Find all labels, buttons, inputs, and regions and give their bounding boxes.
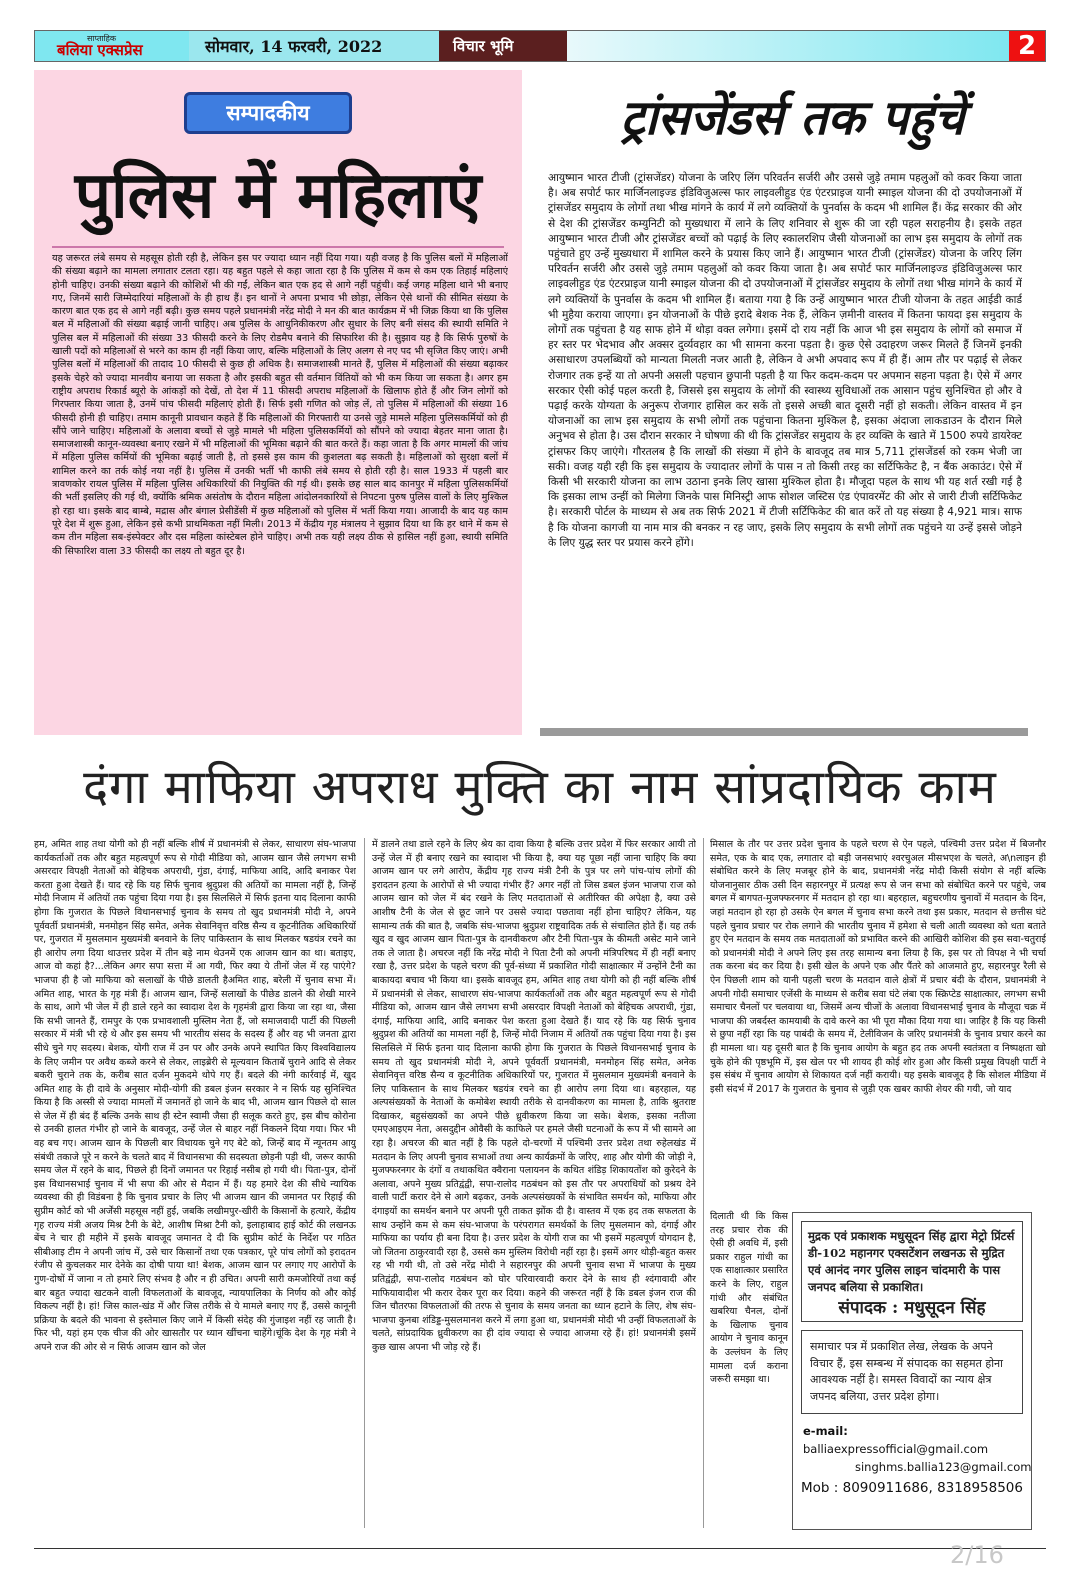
section-divider	[540, 728, 1028, 736]
editorial-badge: सम्पादकीय	[184, 92, 352, 134]
editor-name: संपादक : मधुसूदन सिंह	[838, 1298, 986, 1318]
page-number: 2	[1009, 31, 1045, 61]
imprint-box	[792, 1212, 1032, 1530]
article-column-2: में डालने तथा डाले रहने के लिए श्रेय का दावा किया है बल्कि उत्तर प्रदेश में फिर सरकार आयी तो उन्हें जेल में ही बनाए रखने का स्वादाश भी किया है, क्या यह पूछा नहीं जाना चाहिए कि क्या आजम खान पर लगे आरोप, केंद्रीय गृह राज्य मंत्री टैनी के पुत्र पर लगे पांच-पांच लोगों की इरादतन हत्या के आरोपों से भी ज्यादा गंभीर हैं? अगर नहीं तो जिस डबल इंजन भाजपा राज को आजम खान को जेल में बंद रखने के लिए मतदाताओं से अतीरिक्त की अपेक्षा है, क्या उसे आशीष टैनी के जेल से छूट जाने पर उससे ज्यादा पछतावा नहीं होना चाहिए? लेकिन, यह सामान्य तर्क की बात है, जबकि संघ-भाजपा श्रुदुप्रश राष्ट्रवादिक तर्क से संचालित होते हैं। यह तर्क खुद व खुद आजम खान पिता-पुत्र के दानवीकरण और टैनी पिता-पुत्र के कीमती असेट माने जाने तक ले जाता है। अचरज नहीं कि नरेंद्र मोदी ने पिता टैनी को अपनी मंत्रिपरिषद में ही नहीं बनाए रखा है, उत्तर प्रदेश के पहले चरण की पूर्व-संध्या में प्रकाशित गोदी साक्षात्कार में उन्होंने टैनी का बाकायदा बचाव भी किया था। इसके बावजूद हम, अमित शाह तथा योगी को ही नहीं बल्कि शीर्ष में प्रधानमंत्री से लेकर, साधारण संघ-भाजपा कार्यकर्ताओं तक और बहुत महत्वपूर्ण रूप से गोदी मीडिया को, आजम खान जैसे लगभग सभी असरदार विपक्षी नेताओं को बेहिचक अपराधी, गुंडा, दंगाई, माफिया आदि, आदि बनाकर पेश करता हुआ देखते हैं। याद रहे कि यह सिर्फ चुनाव श्रुदुप्रश की अतियों का मामला नहीं है, जिन्हें मोदी निजाम में अतियों तक पहुंचा दिया गया है। इस सिलसिले में सिर्फ इतना याद दिलाना काफी होगा कि गुजरात के पिछले विधानसभाई चुनाव के समय तो खुद प्रधानमंत्री मोदी ने, अपने पूर्ववर्ती प्रधानमंत्री, मनमोहन सिंह समेत, अनेक सेवानिवृत्त वरिष्ठ सैन्य व कूटनीतिक अधिकारियों पर, गुजरात में मुसलमान मुख्यमंत्री बनवाने के लिए पाकिस्तान के साथ मिलकर षडयंत्र रचने का ही आरोप लगा दिया था। बहरहाल, यह अल्पसंख्यकों के नेताओं के कमोबेश स्थायी तरीके से दानवीकरण का मामला है, ताकि श्रुतराष्ट दिखाकर, बहुसंख्यकों का अपने पीछे ध्रुवीकरण किया जा सके। बेशक, इसका नतीजा एमएआइएम नेता, असदुद्दीन ओवैसी के काफिले पर हमले जैसी घटनाओं के रूप में भी सामने आ रहा है। अचरज की बात नहीं है कि पहले दो-चरणों में पश्चिमी उत्तर प्रदेश तथा रुहेलखंड में मतदान के लिए अपनी चुनाव सभाओं तथा अन्य कार्यक्रमों के जरिए, शाह और योगी की जोड़ी ने, मुजफ्फरनगर के दंगों व तथाकथित क्वैराना पलायनन के कथित शंडिड़ शिकायतोंश को कुरेदने के अलावा, अपने मुख्य प्रतिद्वंद्वी, सपा-रालोद गठबंधन को इस तौर पर अपराधियों को प्रश्रय देने वाली पार्टी करार देने से आगे बढ़कर, उनके अल्पसंख्यकों के संभावित समर्थन को, माफिया और दंगाइयों का समर्थन बनाने पर अपनी पूरी ताकत झोंक दी है। वास्तव में एक हद तक सफलता के साथ उन्होंने कम से कम संघ-भाजपा के परंपरागत समर्थकों के लिए मुसलमान को, दंगाई और माफिया का पर्याय ही बना दिया है। उत्तर प्रदेश के योगी राज का भी इसमें महत्वपूर्ण योगदान है, जो जितना ठाकुरवादी रहा है, उससे कम मुस्लिम विरोधी नहीं रहा है। इसमें अगर थोड़ी-बहुत कसर रह भी गयी थी, तो उसे नरेंद्र मोदी ने सहारनपुर की अपनी चुनाव सभा में भाजपा के मुख्य प्रतिद्वंद्वी, सपा-रालोद गठबंधन को घोर परिवारवादी करार देने के साथ ही श्दंगावादी और माफियावादीश भी करार देकर पूरा कर दिया। कहने की जरूरत नहीं है कि डबल इंजन राज की जिन चौतरफा विफलताओं की तरफ से चुनाव के समय जनता का ध्यान हटाने के लिए, शेष संघ-भाजपा कुनबा शंडिड्ड-मुसलमानश करने में लगा हुआ था, प्रधानमंत्री मोदी भी उन्हीं विफलताओं के चलते, सांप्रदायिक ध्रुवीकरण का ही दांव ज्यादा से ज्यादा आजमा रहे हैं। हां! प्रधानमंत्री इसमें कुछ खास अपना भी जोड़ रहे हैं।	[372, 839, 696, 1353]
article-column-1: हम, अमित शाह तथा योगी को ही नहीं बल्कि शीर्ष में प्रधानमंत्री से लेकर, साधारण संघ-भाजपा कार्यकर्ताओं तक और बहुत महत्वपूर्ण रूप से गोदी मीडिया को, आजम खान जैसे लगभग सभी असरदार विपक्षी नेताओं को बेहिचक अपराधी, गुंडा, दंगाई, माफिया आदि, आदि बनाकर पेश करता हुआ देखते हैं। याद रहे कि यह सिर्फ चुनाव श्रुदुप्रश की अतियों का मामला नहीं है, जिन्हें मोदी निजाम में अतियों तक पहुंचा दिया गया है। इस सिलसिले में सिर्फ इतना याद दिलाना काफी होगा कि गुजरात के पिछले विधानसभाई चुनाव के समय तो खुद प्रधानमंत्री मोदी ने, अपने पूर्ववर्ती प्रधानमंत्री, मनमोहन सिंह समेत, अनेक सेवानिवृत्त वरिष्ठ सैन्य व कूटनीतिक अधिकारियों पर, गुजरात में मुसलमान मुख्यमंत्री बनवाने के लिए पाकिस्तान के साथ मिलकर षडयंत्र रचने का ही आरोप लगा दिया थाउत्तर प्रदेश में तीन बड़े नाम थेउनमें एक आजम खान का था। बताइए, आज वो कहां है?...लेकिन अगर सपा सत्ता में आ गयी, फिर क्या ये तीनों जेल में रह पाएंगे? भाजपा ही है जो माफिया को सलाखों के पीछे डालती हैअमित शाह, बरेली में चुनाव सभा में। अमित शाह, भारत के गृह मंत्री हैं। आजम खान, जिन्हें सलाखों के पीछेड डालने की शेखी मारने के साथ, आगे भी जेल में ही डाले रहने का स्वादाश देश के गृहमंत्री द्वारा किया जा रहा था, जैसा कि सभी जानते हैं, रामपुर के एक प्रभावशाली मुस्लिम नेता हैं, जो समाजवादी पार्टी की पिछली सरकार में मंत्री भी रहे थे और इस समय भी भारतीय संसद के सदस्य हैं और वह भी जनता द्वारा सीधे चुने गए सदस्य। बेशक, योगी राज में उन पर और उनके अपने स्थापित किए विश्वविद्यालय के लिए जमीन पर अवैध कब्जे करने से लेकर, लाइब्रेरी से मूल्यवान किताबें चुराने आदि से लेकर बकरी चुराने तक के, करीब सात दर्जन मुकदमे थोपे गए हैं। बदले की नंगी कार्रवाई में, खुद अमित शाह के ही दावे के अनुसार मोदी-योगी की डबल इंजन सरकार ने न सिर्फ यह सुनिश्चित किया है कि अस्सी से ज्यादा मामलों में जमानतें हो जाने के बाद भी, आजम खान पिछले दो साल से जेल में ही बंद हैं बल्कि उनके साथ ही स्टेन स्वामी जैसा ही सलूक करते हुए, इस बीच कोरोना से उनकी हालत गंभीर हो जाने के बावजूद, उन्हें जेल से बाहर नहीं निकलने दिया गया। फिर भी वह बच गए। आजम खान के पिछली बार विधायक चुने गए बेटे को, जिन्हें बाद में न्यूनतम आयु संबंधी तकाजे पूरे न करने के चलते बाद में विधानसभा की सदस्यता छोड़नी पड़ी थी, जरूर काफी समय जेल में रहने के बाद, पिछले ही दिनों जमानत पर रिहाई नसीब हो गयी थी। पिता-पुत्र, दोनों इस विधानसभाई चुनाव में भी सपा की ओर से मैदान में हैं। यह हमारे देश की सीधे न्यायिक व्यवस्था की ही विडंबना है कि चुनाव प्रचार के लिए भी आजम खान की जमानत पर रिहाई की सुप्रीम कोर्ट को भी अर्जेंसी महसूस नहीं हुई, जबकि लखीमपुर-खीरी के किसानों के हत्यारे, केंद्रीय गृह राज्य मंत्री अजय मिश्र टैनी के बेटे, आशीष मिश्रा टैनी को, इलाहाबाद हाई कोर्ट की लखनऊ बेंच ने चार ही महीने में इसके बावजूद जमानत दे दी कि सुप्रीम कोर्ट के निर्देश पर गठित सीबीआइ टीम ने अपनी जांच में, उसे चार किसानों तथा एक पत्रकार, पूरे पांच लोगों को इरादतन रंजीप से कुचलकर मार देनेके का दोषी पाया था! बेशक, आजम खान पर लगाए गए आरोपों के गुण-दोषों में जाना न तो हमारे लिए संभव है और न ही उचित। अपनी सारी कमजोरियों तथा कई बार बहुत ज्यादा खटकने वाली विफलताओं के बावजूद, न्यायपालिका के निर्णय को और कोई विकल्प नहीं है। हां! जिस काल-खंड में और जिस तरीके से ये मामले बनाए गए हैं, उससे कानूनी प्रक्रिया के बदले की भावना से इस्तेमाल किए जाने में किसी संदेह की गुंजाइश नहीं रह जाती है। फिर भी, यहां हम एक चीज की ओर खासतौर पर ध्यान खींचना चाहेंगे।चूंकि देश के गृह मंत्री ने अपने राज की ओर से न सिर्फ आजम खान को जेल	[34, 839, 356, 1353]
article-headline: दंगा माफिया अपराध मुक्ति का नाम सांप्रदायिक काम	[83, 760, 997, 815]
editorial-title: पुलिस में महिलाएं	[74, 158, 482, 233]
page-header	[34, 30, 1046, 62]
logo-name: बलिया एक्सप्रेस	[57, 40, 143, 59]
article-column-3-continued: दिलाती थी कि किस तरह प्रचार रोक की ऐसी ही अवधि में, इसी प्रकार राहुल गांधी का एक साक्षात्कार प्रसारित करने के लिए, राहुल गांधी और संबंधित खबरिया चैनल, दोनों के खिलाफ चुनाव आयोग ने चुनाव कानून के उल्लंघन के लिए मामला दर्ज कराना जरूरी समझा था।	[710, 1211, 788, 1386]
editorial-body: यह जरूरत लंबे समय से महसूस होती रही है, लेकिन इस पर ज्यादा ध्यान नहीं दिया गया। यही वजह है कि पुलिस बलों में महिलाओं की संख्या बढ़ाने का मामला लगातार टलता रहा। यह बहुत पहले से कहा जाता रहा है कि पुलिस में कम से कम एक तिहाई महिलाएं होनी चाहिए। उनकी संख्या बढ़ाने की कोशिशें भी की गईं, लेकिन बात एक हद से आगे नहीं पहुंची। कई जगह महिला थाने भी बनाए गए, जिनमें सारी जिम्मेदारियां महिलाओं के ही हाथ हैं। इन थानों ने अपना प्रभाव भी छोड़ा, लेकिन ऐसे थानों की सीमित संख्या के कारण बात एक हद से आगे नहीं बढ़ी। कुछ समय पहले प्रधानमंत्री नरेंद्र मोदी ने मन की बात कार्यक्रम में भी जिक्र किया था कि पुलिस बल में महिलाओं की संख्या बढ़ाई जानी चाहिए। अब पुलिस के आधुनिकीकरण और सुधार के लिए बनी संसद की स्थायी समिति ने पुलिस बल में महिलाओं की संख्या 33 फीसदी करने के लिए रोडमैप बनाने की सिफारिश की है। सुझाव यह है कि सिर्फ पुरुषों के खाली पदों को महिलाओं से भरने का काम ही नहीं किया जाए, बल्कि महिलाओं के लिए अलग से नए पद भी सृजित किए जाएं। अभी पुलिस बलों में महिलाओं की तादाद 10 फीसदी से कुछ ही अधिक है। समाजशास्त्री मानते हैं, पुलिस में महिलाओं की संख्या बढ़ाकर इसके चेहरे को ज्यादा मानवीय बनाया जा सकता है और इसकी बहुत सी वर्तमान विंतियों को भी कम किया जा सकता है। अगर हम राष्ट्रीय अपराध रिकार्ड ब्यूरो के आंकड़ों को देखें, तो देश में 11 फीसदी अपराध महिलाओं के खिलाफ होते हैं और जिन लोगों को गिरफ्तार किया जाता है, उनमें पांच फीसदी महिलाएं होती हैं। सिर्फ इसी गणित को जोड़ लें, तो पुलिस में महिलाओं की संख्या 16 फीसदी होनी ही चाहिए। तमाम कानूनी प्रावधान कहते हैं कि महिलाओं की गिरफ्तारी या उनसे जुड़े मामले महिला पुलिसकर्मियों को ही सौंपे जाने चाहिए। महिलाओं के अलावा बच्चों से जुड़े मामले भी महिला पुलिसकर्मियों को सौंपने को ज्यादा बेहतर माना जाता है। समाजशास्त्री कानून-व्यवस्था बनाए रखने में भी महिलाओं की भूमिका बढ़ाने की बात करते हैं। कहा जाता है कि अगर मामलों की जांच में महिला पुलिस कर्मियों की भूमिका बढ़ाई जाती है, तो इससे इस काम की कुशलता बढ़ सकती है। महिलाओं को सुरक्षा बलों में शामिल करने का तर्क कोई नया नहीं है। पुलिस में उनकी भर्ती भी काफी लंबे समय से होती रही है। साल 1933 में पहली बार त्रावणकोर रायल पुलिस में महिला पुलिस अधिकारियों की नियुक्ति की गई थी। इसके छह साल बाद कानपुर में महिला पुलिसकर्मियों की भर्ती इसलिए की गई थी, क्योंकि श्रमिक असंतोष के दौरान महिला आंदोलनकारियों से निपटना पुरुष पुलिस वालों के लिए मुश्किल हो रहा था। इसके बाद बाम्बे, मद्रास और बंगाल प्रेसीडेंसी में कुछ महिलाओं को पुलिस में भर्ती किया गया। आजादी के बाद यह काम पूरे देश में शुरू हुआ, लेकिन इसे कभी प्राथमिकता नहीं मिली। 2013 में केंद्रीय गृह मंत्रालय ने सुझाव दिया था कि हर थाने में कम से कम तीन महिला सब-इंस्पेक्टर और दस महिला कांस्टेबल होने चाहिए। अभी तक यही लक्ष्य ठीक से हासिल नहीं हुआ, स्थायी समिति की सिफारिश वाला 33 फीसदी का लक्ष्य तो बहुत दूर है।	[52, 253, 508, 557]
editorial-box	[34, 70, 522, 735]
page-count: 2/16	[950, 1541, 1004, 1569]
editorial-divider	[52, 246, 504, 248]
publisher-box	[801, 1221, 1023, 1322]
transgender-body: आयुष्मान भारत टीजी (ट्रांसजेंडर) योजना के जरिए लिंग परिवर्तन सर्जरी और उससे जुड़े तमाम पहलुओं को कवर किया जाता है। अब सपोर्ट फार मार्जिनलाइज्ड इंडिविजुअल्स फार लाइवलीहुड एंड एंटरप्राइज यानी स्माइल योजना की दो उपयोजनाओं में ट्रांसजेंडर समुदाय के लोगों तथा भीख मांगने के कार्य में लगे व्यक्तियों के पुनर्वास के कदम भी शामिल हैं। केंद्र सरकार की ओर से देश की ट्रांसजेंडर कम्युनिटी को मुख्यधारा में लाने के लिए शनिवार से शुरू की जा रही पहल सराहनीय है। इसके तहत आयुष्मान भारत टीजी और ट्रांसजेंडर बच्चों को पढ़ाई के लिए स्कालरशिप जैसी योजनाओं का लाभ इस समुदाय के लोगों तक पहुंचाते हुए उन्हें मुख्यधारा में शामिल करने के प्रयास किए जाने हैं। आयुष्मान भारत टीजी (ट्रांसजेंडर) योजना के जरिए लिंग परिवर्तन सर्जरी और उससे जुड़े तमाम पहलुओं को कवर किया जाता है। अब सपोर्ट फार मार्जिनलाइज्ड इंडिविजुअल्स फार लाइवलीहुड एंड एंटरप्राइज यानी स्माइल योजना की दो उपयोजनाओं में ट्रांसजेंडर समुदाय के लोगों तथा भीख मांगने के कार्य में लगे व्यक्तियों के पुनर्वास के कदम भी शामिल हैं। बताया गया है कि उन्हें आयुष्मान भारत टीजी योजना के तहत आईडी कार्ड भी मुहैया कराया जाएगा। इन योजनाओं के पीछे इरादे बेशक नेक हैं, लेकिन ज़मीनी वास्तव में कितना फायदा इस समुदाय के लोगों तक पहुंचता है यह साफ होने में थोड़ा वक्त लगेगा। इसमें दो राय नहीं कि आज भी इस समुदाय के लोगों को समाज में हर स्तर पर भेदभाव और अक्सर दुर्व्यवहार का भी सामना करना पड़ता है। कुछ ऐसे उदाहरण जरूर मिलते हैं जिनमें इनकी असाधारण उपलब्धियों को मान्यता मिलती नजर आती है, लेकिन वे अभी अपवाद रूप में ही हैं। आम तौर पर पढ़ाई से लेकर रोजगार तक इन्हें या तो अपनी असली पहचान छुपानी पड़ती है या फिर कदम-कदम पर अपमान सहना पड़ता है। ऐसे में अगर सरकार ऐसी कोई पहल करती है, जिससे इस समुदाय के लोगों की स्वास्थ्य सुविधाओं तक आसान पहुंच सुनिश्चित हो और वे पढ़ाई करके योग्यता के अनुरूप रोजगार हासिल कर सकें तो इससे अच्छी बात दूसरी नहीं हो सकती। लेकिन वास्तव में इन योजनाओं का लाभ इस समुदाय के सभी लोगों तक पहुंचाना कितना मुश्किल है, इसका अंदाजा लाकडाउन के दौरान मिले अनुभव से होता है। उस दौरान सरकार ने घोषणा की थी कि ट्रांसजेंडर समुदाय के हर व्यक्ति के खाते में 1500 रुपये डायरेक्ट ट्रांसफर किए जाएंगे। गौरतलब है कि लाखों की संख्या में होने के बावजूद तब मात्र 5,711 ट्रांसजेंडर्स को रकम भेजी जा सकी। वजह यही रही कि इस समुदाय के ज्यादातर लोगों के पास न तो किसी तरह का सर्टिफिकेट है, न बैंक अकाउंट। ऐसे में किसी भी सरकारी योजना का लाभ उठाना इनके लिए खासा मुश्किल होता है। मौजूदा पहल के साथ भी यह शर्त रखी गई है कि इसका लाभ उन्हीं को मिलेगा जिनके पास मिनिस्ट्री आफ सोशल जस्टिस एंड एंपावरमेंट की ओर से जारी टीजी सर्टिफिकेट है। सरकारी पोर्टल के माध्यम से अब तक सिर्फ 2021 में टीजी सर्टिफिकेट की बात करें तो यह संख्या है 4,921 मात्र। साफ है कि योजना कागजी या नाम मात्र की बनकर न रह जाए, इसके लिए समुदाय के सभी लोगों तक पहुंचने या उन्हें इससे जोड़ने के लिए युद्ध स्तर पर प्रयास करने होंगे।	[548, 172, 1022, 549]
article-column-3: मिसाल के तौर पर उत्तर प्रदेश चुनाव के पहले चरण से ऐन पहले, पश्चिमी उत्तर प्रदेश में बिजनौर समेत, एक के बाद एक, लगातार दो बड़ी जनसभाएं श्वरचुअल मीसभएश के चलते, अ\nलाइन ही संबोधित करने के लिए मजबूर होने के बाद, प्रधानमंत्री नरेंद्र मोदी किसी संयोग से नहीं बल्कि योजनानुसार ठीक उसी दिन सहारनपुर में प्रत्यक्ष रूप से जन सभा को संबोधित करने पर पहुंचे, जब बगल में बागपत-मुजफ्फरनगर में मतदान हो रहा था। बहरहाल, बहुचरणीय चुनावों में मतदान के दिन, जहां मतदान हो रहा हो उसके ऐन बगल में चुनाव सभा करने तथा इस प्रकार, मतदान से छत्तीस घंटे पहले चुनाव प्रचार पर रोक लगाने की भारतीय चुनाव में हमेशा से चली आती व्यवस्था को धता बताते हुए ऐन मतदान के समय तक मतदाताओं को प्रभावित करने की आखिरी कोशिश की इस सवा-चतुराई को प्रधानमंत्री मोदी ने अपने लिए इस तरह सामान्य बना लिया है कि, इस पर तो विपक्ष ने भी चर्चा तक करना बंद कर दिया है। इसी खेल के अपने एक और पैंतरे को आजमाते हुए, सहारनपुर रैली से ऐन पिछली शाम को यानी पहली चरण के मतदान वाले क्षेत्रों में प्रचार बंदी के दौरान, प्रधानमंत्री ने अपनी गोदी समाचार एजेंसी के माध्यम से करीब सवा घंटे लंबा एक स्क्रिप्टेड साक्षात्कार, लगभग सभी समाचार चैनलों पर चलवाया था, जिसमें अन्य चीजों के अलावा विधानसभाई चुनाव के मौजूदा चक्र में भाजपा की जबर्दस्त कामयाबी के दावे करने का भी पूरा मौका दिया गया था। जाहिर है कि यह किसी से छुपा नहीं रहा कि यह पाबंदी के समय में, टेलीविजन के जरिए प्रधानमंत्री के चुनाव प्रचार करने का ही मामला था। यह दूसरी बात है कि चुनाव आयोग के बहुत हद तक अपनी स्वतंत्रता व निष्पक्षता खो चुके होने की पृष्ठभूमि में, इस खेल पर भी शायद ही कोई शोर हुआ और किसी प्रमुख विपक्षी पार्टी ने इस संबंध में चुनाव आयोग से शिकायत दर्ज नहीं करायी। यह इसके बावजूद है कि सोशल मीडिया में इसी संदर्भ में 2017 के गुजरात के चुनाव से जुड़ी एक खबर काफी शेयर की गयी, जो याद	[710, 839, 1046, 1095]
transgender-title: ट्रांसजेंडर्स तक पहुंचें	[620, 90, 965, 146]
masthead-logo	[35, 31, 189, 61]
email-link-2[interactable]: singhms.ballia123@gmail.com	[855, 1460, 1032, 1474]
email-link-1[interactable]: balliaexpressofficial@gmail.com	[803, 1442, 989, 1456]
footer-rule	[34, 1548, 1046, 1549]
column-divider	[364, 838, 365, 1528]
issue-date: सोमवार, 14 फरवरी, 2022	[189, 31, 439, 61]
email-block	[793, 1422, 1031, 1476]
logo-tagline: साप्ताहिक	[87, 33, 117, 43]
column-divider	[703, 838, 704, 1528]
header-fill	[567, 31, 1009, 61]
mobile-numbers: Mob : 8090911686, 8318958506	[801, 1480, 1023, 1496]
section-name: विचार भूमि	[439, 31, 567, 61]
publisher-text: मुद्रक एवं प्रकाशक मधुसूदन सिंह द्वारा मेट्रो प्रिंटर्स डी-102 महानगर एक्सटेंशन लखनऊ से मुद्रित एवं आनंद नगर पुलिस लाइन चांदमारी के पास जनपद बलिया से प्रकाशित।	[808, 1229, 1015, 1294]
disclaimer-note: समाचार पत्र में प्रकाशित लेख, लेखक के अपने विचार हैं, इस सम्बन्ध में संपादक का सहमत होना आवश्यक नहीं है। समस्त विवादों का न्याय क्षेत्र जपनद बलिया, उत्तर प्रदेश होगा।	[801, 1330, 1023, 1414]
email-label: e-mail:	[803, 1424, 848, 1438]
